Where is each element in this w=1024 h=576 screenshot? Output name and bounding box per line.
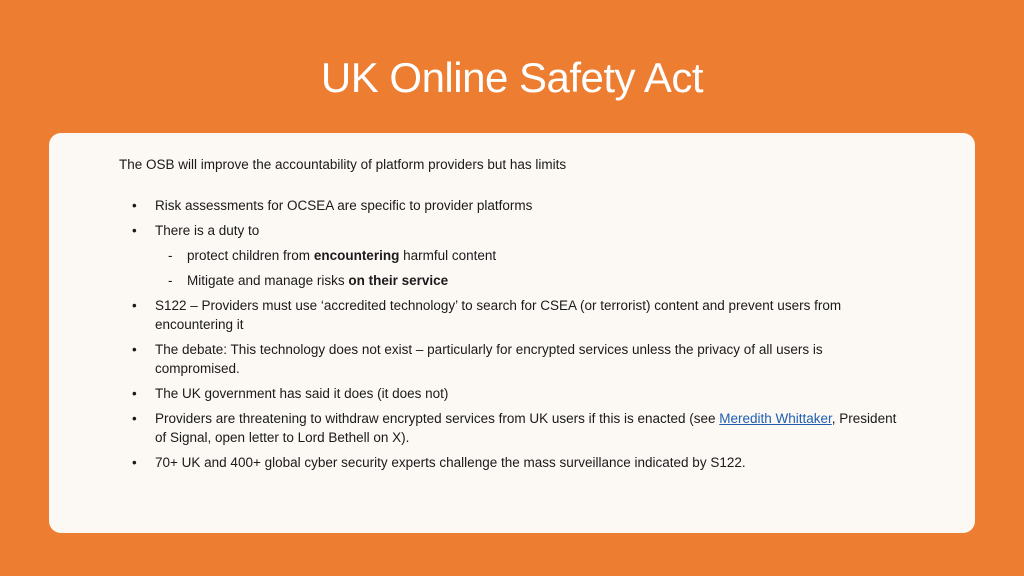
bullet-risk-assessments <box>119 196 909 215</box>
bullet-duty <box>119 221 909 290</box>
content-card <box>49 133 975 533</box>
bullet-text-end: , President of Signal, open letter to Lord Bethell on X). <box>155 411 897 445</box>
bullet-text: The debate: This technology does not exist – particularly for encrypted services unless the privacy of all users is compromised. <box>155 342 823 376</box>
sub-item-protect-children <box>155 246 909 265</box>
content-body <box>119 155 909 478</box>
sub-item-text: protect children from <box>187 248 314 263</box>
bullet-text: Providers are threatening to withdraw encrypted services from UK users if this is enacted (see <box>155 411 720 426</box>
bullet-debate <box>119 340 909 378</box>
sub-item-bold: on their service <box>348 273 449 288</box>
sub-item-bold: encountering <box>313 248 400 263</box>
bullet-providers-threatening <box>119 409 909 447</box>
bullet-text: The UK government has said it does (it does not) <box>155 386 449 401</box>
sub-list <box>155 246 909 290</box>
bullet-text: Risk assessments for OCSEA are specific to provider platforms <box>155 198 533 213</box>
sub-item-mitigate-risks <box>155 271 909 290</box>
intro-text: The OSB will improve the accountability of platform providers but has limits <box>119 157 567 172</box>
meredith-whittaker-link[interactable]: Meredith Whittaker <box>719 411 832 426</box>
sub-item-text: Mitigate and manage risks <box>187 273 349 288</box>
bullet-list <box>119 196 909 472</box>
bullet-text: There is a duty to <box>155 223 260 238</box>
bullet-text: 70+ UK and 400+ global cyber security experts challenge the mass surveillance indicated by S122. <box>155 455 746 470</box>
bullet-experts <box>119 453 909 472</box>
sub-item-text-end: harmful content <box>399 248 497 263</box>
bullet-uk-government <box>119 384 909 403</box>
slide-title: UK Online Safety Act <box>320 54 704 101</box>
bullet-s122 <box>119 296 909 334</box>
bullet-text: S122 – Providers must use ‘accredited technology’ to search for CSEA (or terrorist) content and prevent users from encountering it <box>155 298 842 332</box>
